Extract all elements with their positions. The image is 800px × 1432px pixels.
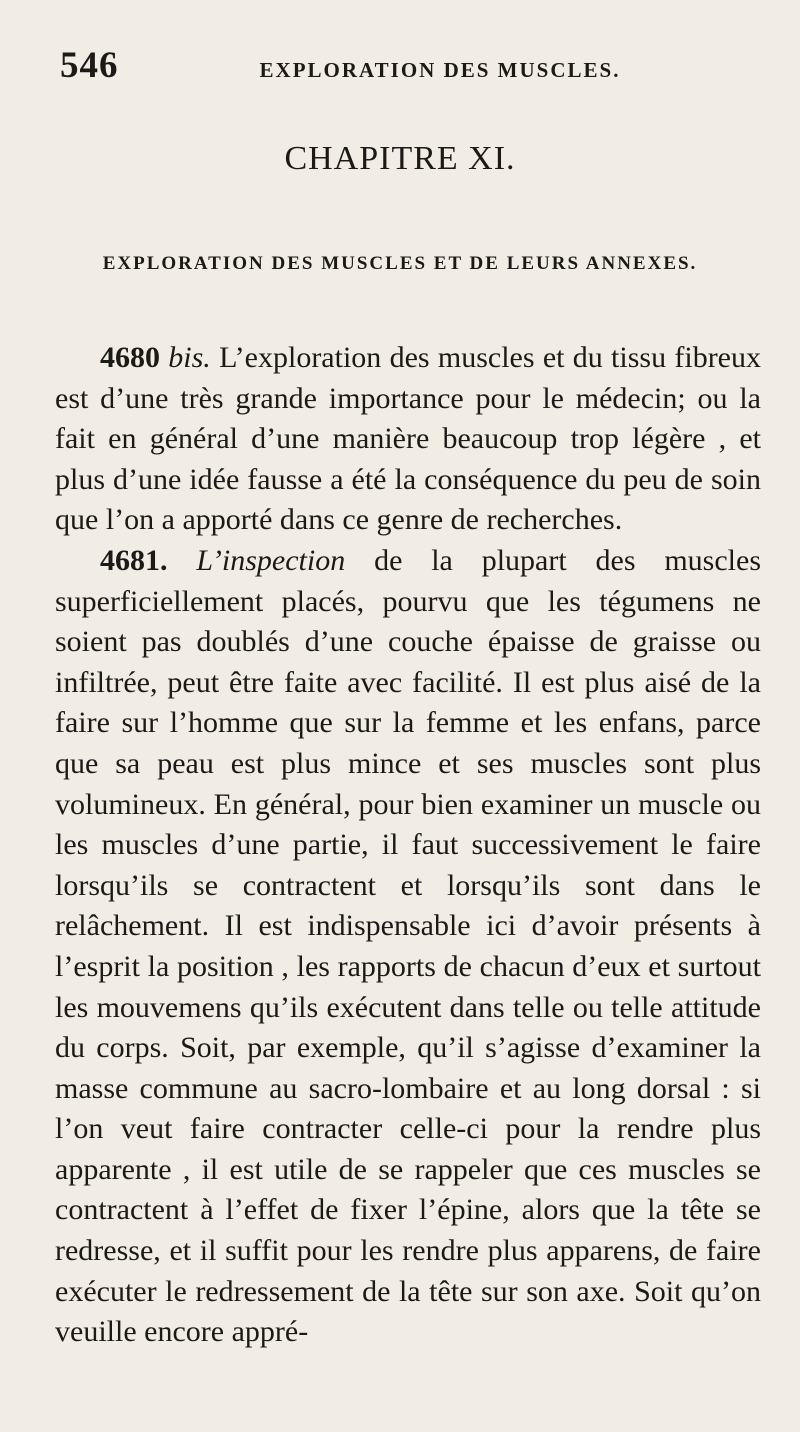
body-text bbox=[55, 338, 761, 1353]
paragraph-label: bis. bbox=[168, 341, 211, 374]
paragraph-4680 bbox=[55, 338, 761, 541]
paragraph-number: 4680 bbox=[100, 341, 160, 374]
running-head: EXPLORATION DES MUSCLES. bbox=[259, 58, 621, 82]
paragraph-4681 bbox=[55, 541, 761, 1353]
paragraph-label: L’inspection bbox=[196, 543, 346, 577]
chapter-title: CHAPITRE XI. bbox=[284, 140, 516, 177]
page-header bbox=[60, 44, 740, 94]
chapter-subtitle: EXPLORATION DES MUSCLES ET DE LEURS ANNEXES. bbox=[102, 253, 698, 274]
paragraph-number: 4681. bbox=[100, 543, 168, 577]
paragraph-text: de la plupart des muscles superficiellement placés, pourvu que les tégumens ne soient pas doublés d’une couche épaisse de graisse ou infiltrée, peut être faite avec facilité. Il est plus aisé de la faire sur l’homme que sur la femme et les enfans, parce que sa peau est plus mince et ses muscles sont plus volumineux. En général, pour bien examiner un muscle ou les muscles d’une partie, il faut successivement le faire lorsqu’ils se contractent et lorsqu’ils sont dans le relâchement. Il est indispensable ici d’avoir présents à l’esprit la position , les rapports de chacun d’eux et surtout les mouvemens qu’ils exécutent dans telle ou telle attitude du corps. Soit, par exemple, qu’il s’agisse d’examiner la masse commune au sacro-lombaire et au long dorsal : si l’on veut faire contracter celle-ci pour la rendre plus apparente , il est utile de se rappeler que ces muscles se contractent à l’effet de fixer l’épine, alors que la tête se redresse, et il suffit pour les rendre plus apparens, de faire exécuter le redressement de la tête sur son axe. Soit qu’on veuille encore appré- bbox=[55, 543, 761, 1349]
page-number: 546 bbox=[60, 45, 119, 86]
paragraph-text: L’exploration des muscles et du tissu fibreux est d’une très grande importance pour le médecin; ou la fait en général d’une manière beaucoup trop légère , et plus d’une idée fausse a été la conséquence du peu de soin que l’on a apporté dans ce genre de recherches. bbox=[55, 341, 761, 537]
